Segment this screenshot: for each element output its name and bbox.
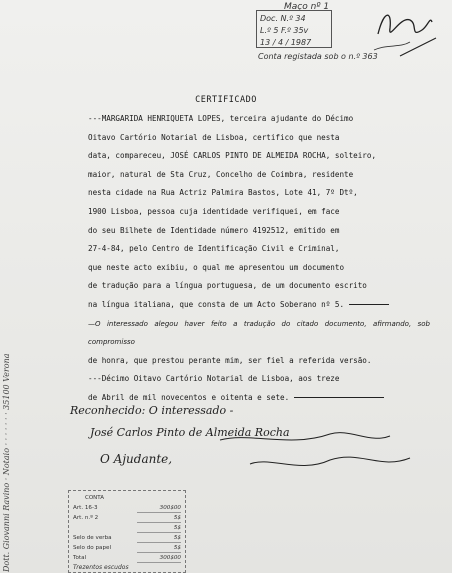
body-line: Oitavo Cartório Notarial de Lisboa, certifico que nesta bbox=[88, 132, 340, 142]
fee-value: 5$ bbox=[137, 513, 181, 523]
stamp-line-livro: L.º 5 F.º 35v bbox=[260, 26, 309, 35]
registration-stamp bbox=[256, 2, 378, 61]
body-line: data, compareceu, JOSÉ CARLOS PINTO DE ALMEIDA ROCHA, solteiro, bbox=[88, 151, 377, 161]
line-filler bbox=[349, 304, 389, 305]
fee-value: 300$00 bbox=[137, 503, 181, 513]
corner-signature bbox=[370, 4, 442, 64]
fee-value: 5$ bbox=[137, 533, 181, 543]
body-line: maior, natural de Sta Cruz, Concelho de Coimbra, residente bbox=[88, 169, 354, 179]
body-line: do seu Bilhete de Identidade número 4192512, emitido em bbox=[88, 225, 340, 235]
fee-row bbox=[73, 553, 181, 563]
body-line-text: de Abril de mil novecentos e oitenta e sete. bbox=[88, 392, 290, 402]
fee-row bbox=[73, 513, 181, 523]
fee-row bbox=[73, 543, 181, 553]
document-title: CERTIFICADO bbox=[195, 95, 257, 105]
line-filler bbox=[294, 397, 384, 398]
fee-label: Art. n.º 2 bbox=[73, 515, 99, 521]
body-line: de tradução para a língua portuguesa, de um documento escrito bbox=[88, 281, 367, 291]
fee-label: Selo do papel bbox=[73, 545, 112, 551]
body-line: que neste acto exibiu, o qual me apresentou um documento bbox=[88, 262, 345, 272]
fee-label: Selo de verba bbox=[73, 535, 112, 541]
body-line: 1900 Lisboa, pessoa cuja identidade verifiquei, em face bbox=[88, 206, 340, 216]
signature-strokes bbox=[70, 404, 450, 484]
signature-line-2: José Carlos Pinto de Almeida Rocha bbox=[90, 426, 290, 439]
fee-total-words: Trezentos escudos bbox=[73, 564, 129, 571]
fee-value: 5$ bbox=[137, 523, 181, 533]
body-line: 27-4-84, pelo Centro de Identificação Civil e Criminal, bbox=[88, 244, 340, 254]
fee-label: Total bbox=[73, 555, 87, 561]
fee-value: 5$ bbox=[137, 543, 181, 553]
body-line: de honra, que prestou perante mim, ser fiel a referida versão. bbox=[88, 355, 372, 365]
stamp-line-doc: Doc. N.º 34 bbox=[260, 14, 306, 23]
body-line: ---Décimo Oitavo Cartório Notarial de Lisboa, aos treze bbox=[88, 374, 340, 384]
fee-stamp-header: CONTA bbox=[85, 495, 104, 501]
stamp-handwritten-note: Conta registada sob o n.º 363 bbox=[258, 52, 378, 61]
body-line-text: na língua italiana, que consta de um Acto Soberano nº 5. bbox=[88, 299, 345, 309]
stamp-line-date: 13 / 4 / 1987 bbox=[260, 38, 312, 47]
signature-line-3: O Ajudante, bbox=[100, 452, 173, 466]
signature-line-1: Reconhecido: O interessado - bbox=[70, 404, 234, 417]
fee-label: Art. 16-3 bbox=[73, 505, 98, 511]
body-line-inserted: —O interessado alegou haver feito a tradução do citado documento, afirmando, sob compromisso bbox=[88, 319, 430, 347]
body-line bbox=[88, 296, 430, 315]
body-line: ---MARGARIDA HENRIQUETA LOPES, terceira ajudante do Décimo bbox=[88, 114, 354, 123]
fee-row bbox=[73, 533, 181, 543]
stamp-handwriting-top: Maço nº 1 bbox=[284, 2, 330, 12]
registration-stamp-box bbox=[256, 10, 332, 48]
fee-row bbox=[73, 503, 181, 513]
fee-row bbox=[73, 523, 181, 533]
certificate-body bbox=[88, 110, 430, 408]
signature-block bbox=[70, 404, 450, 484]
body-line: nesta cidade na Rua Actriz Palmira Bastos, Lote 41, 7º Dtº, bbox=[88, 188, 358, 198]
margin-annotation: Dott. Giovanni Ravino · Notaio · · · · · · · 35100 Verona bbox=[2, 353, 11, 572]
fee-stamp bbox=[68, 490, 186, 573]
fee-label bbox=[73, 523, 131, 533]
fee-value: 300$00 bbox=[137, 553, 181, 563]
